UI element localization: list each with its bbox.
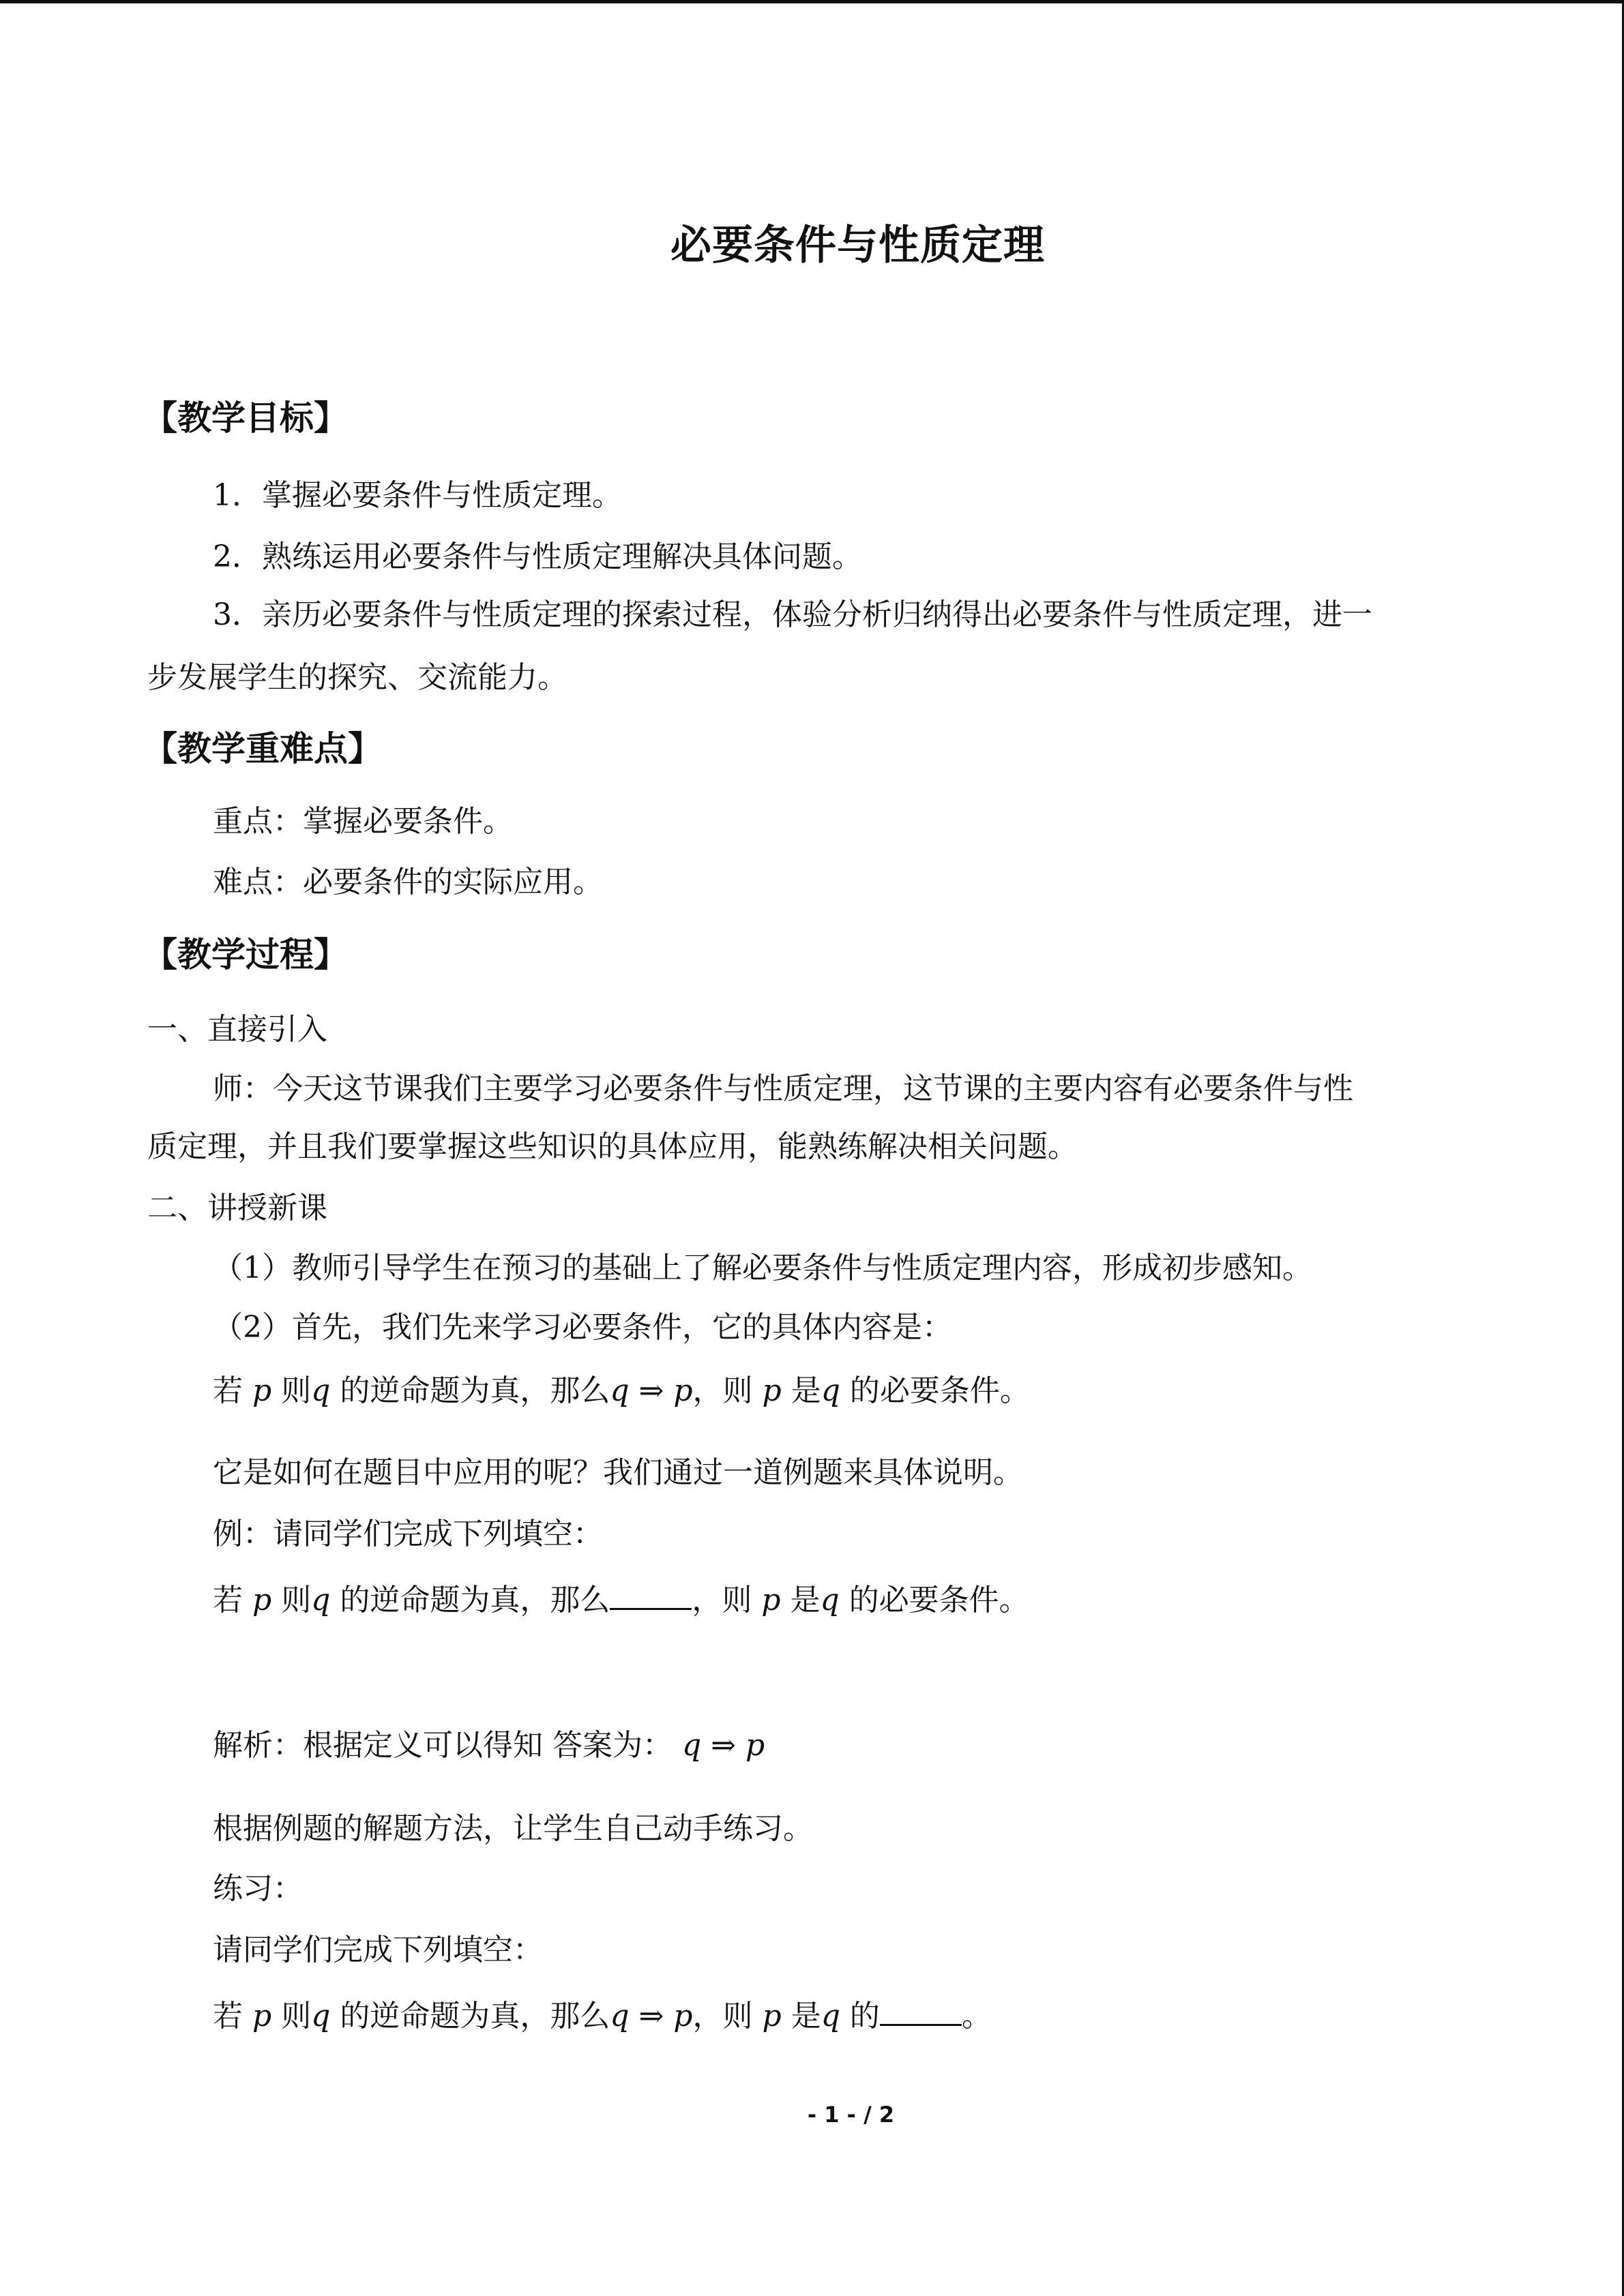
part-1-heading: 一、直接引入 bbox=[147, 1012, 327, 1047]
var-q: q bbox=[311, 1373, 331, 1408]
objective-item-1: 1．掌握必要条件与性质定理。 bbox=[213, 478, 622, 513]
analysis-line: 解析：根据定义可以得知 答案为： q ⇒ p bbox=[213, 1728, 765, 1763]
example-intro: 例：请同学们完成下列填空： bbox=[213, 1517, 603, 1551]
practice-intro: 根据例题的解题方法，让学生自己动手练习。 bbox=[213, 1811, 813, 1846]
section-heading-key-points: 【教学重难点】 bbox=[143, 728, 382, 769]
section-heading-objectives: 【教学目标】 bbox=[143, 398, 348, 438]
objective-item-3: 3．亲历必要条件与性质定理的探索过程，体验分析归纳得出必要条件与性质定理，进一 bbox=[213, 597, 1372, 632]
page-title: 必要条件与性质定理 bbox=[670, 222, 1045, 269]
part-2-heading: 二、讲授新课 bbox=[147, 1191, 327, 1225]
practice-label: 练习： bbox=[213, 1871, 303, 1906]
step-2: （2）首先，我们先来学习必要条件，它的具体内容是： bbox=[213, 1310, 952, 1345]
objective-item-2: 2．熟练运用必要条件与性质定理解决具体问题。 bbox=[213, 539, 862, 574]
var-p: p bbox=[252, 1373, 272, 1408]
fill-blank bbox=[610, 1582, 692, 1610]
implication: q ⇒ p bbox=[610, 1373, 693, 1408]
objective-item-3-continued: 步发展学生的探究、交流能力。 bbox=[147, 660, 567, 695]
practice-prompt: 请同学们完成下列填空： bbox=[213, 1933, 543, 1967]
fill-blank bbox=[880, 1998, 962, 2026]
section-heading-process: 【教学过程】 bbox=[143, 934, 348, 974]
definition-line: 若 p 则q 的逆命题为真，那么q ⇒ p，则 p 是q 的必要条件。 bbox=[213, 1373, 1030, 1408]
difficulty-point: 难点：必要条件的实际应用。 bbox=[213, 865, 603, 899]
application-intro: 它是如何在题目中应用的呢？我们通过一道例题来具体说明。 bbox=[213, 1455, 1023, 1490]
teacher-intro-line-1: 师：今天这节课我们主要学习必要条件与性质定理，这节课的主要内容有必要条件与性 bbox=[213, 1071, 1353, 1106]
practice-line: 若 p 则q 的逆命题为真，那么q ⇒ p，则 p 是q 的 。 bbox=[213, 1999, 992, 2033]
key-point: 重点：掌握必要条件。 bbox=[213, 804, 513, 839]
answer: q ⇒ p bbox=[682, 1728, 765, 1763]
page-number: - 1 - / 2 bbox=[807, 2102, 895, 2128]
step-1: （1）教师引导学生在预习的基础上了解必要条件与性质定理内容，形成初步感知。 bbox=[213, 1251, 1312, 1285]
example-line: 若 p 则q 的逆命题为真，那么 ，则 p 是q 的必要条件。 bbox=[213, 1583, 1029, 1617]
teacher-intro-line-2: 质定理，并且我们要掌握这些知识的具体应用，能熟练解决相关问题。 bbox=[147, 1129, 1078, 1164]
